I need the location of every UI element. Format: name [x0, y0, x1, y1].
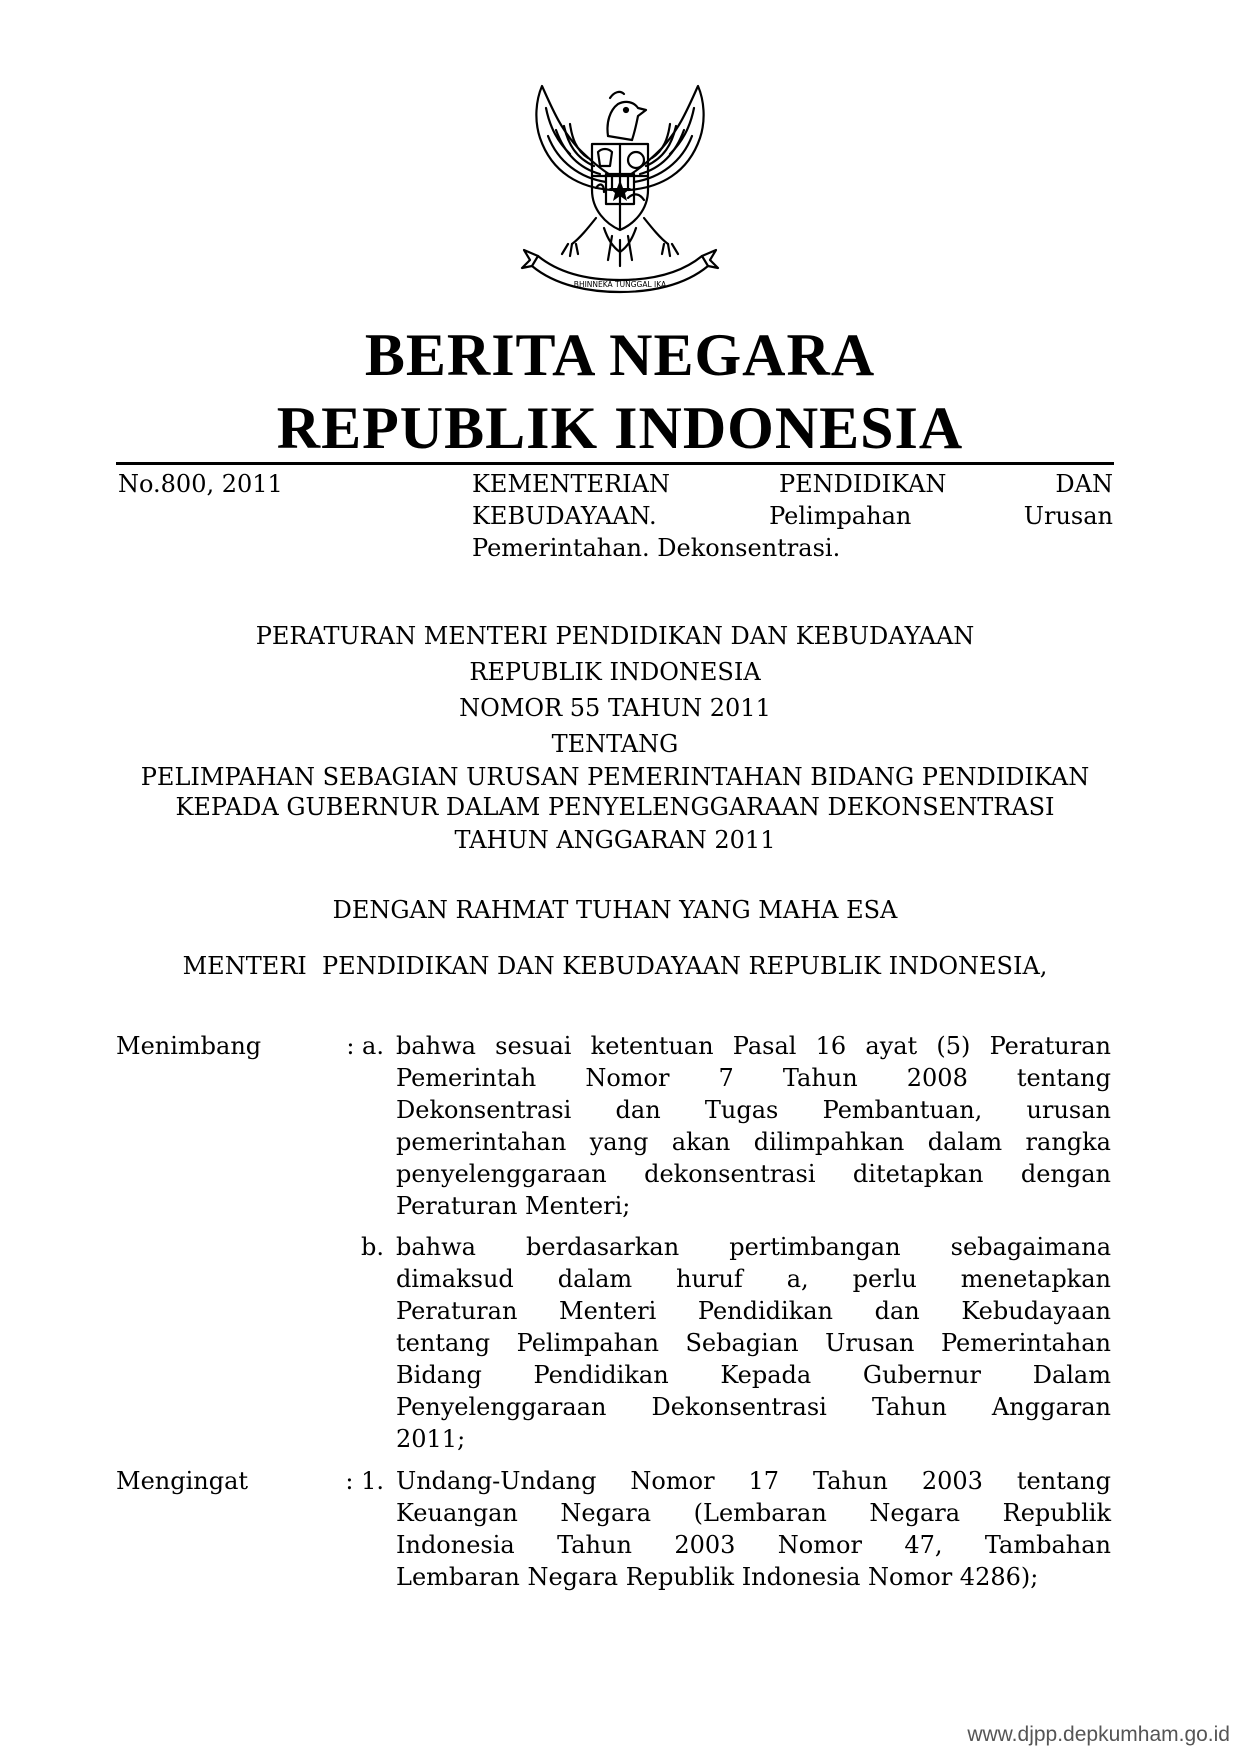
footer-url: www.djpp.depkumham.go.id — [967, 1723, 1230, 1746]
item-line: Lembaran Negara Republik Indonesia Nomor 4286); — [396, 1563, 1039, 1591]
mengingat-item-1 — [396, 1465, 1111, 1593]
item-line: bahwa berdasarkan pertimbangan sebagaimana — [396, 1233, 1111, 1261]
regulation-title-line: REPUBLIK INDONESIA — [469, 658, 761, 686]
item-line: Indonesia Tahun 2003 Nomor 47, Tambahan — [396, 1531, 1111, 1559]
regulation-title-line: NOMOR 55 TAHUN 2011 — [459, 694, 771, 722]
masthead-subtitle: REPUBLIK INDONESIA — [276, 395, 964, 461]
invocation: DENGAN RAHMAT TUHAN YANG MAHA ESA — [332, 896, 898, 924]
item-line: penyelenggaraan dekonsentrasi ditetapkan dengan — [396, 1160, 1111, 1188]
gazette-number: No.800, 2011 — [118, 470, 283, 498]
item-marker: : a. — [346, 1032, 384, 1060]
item-line: tentang Pelimpahan Sebagian Urusan Pemerintahan — [396, 1329, 1111, 1357]
mengingat-label: Mengingat — [116, 1467, 249, 1495]
item-line: Peraturan Menteri Pendidikan dan Kebudayaan — [396, 1297, 1111, 1325]
item-line: Pemerintah Nomor 7 Tahun 2008 tentang — [396, 1064, 1111, 1092]
item-line: pemerintahan yang akan dilimpahkan dalam rangka — [396, 1128, 1111, 1156]
gazette-subject-line: Pemerintahan. Dekonsentrasi. — [472, 534, 841, 562]
menimbang-item-a — [396, 1030, 1111, 1222]
emblem-motto: BHINNEKA TUNGGAL IKA — [573, 280, 667, 289]
gazette-subject-line: KEBUDAYAAN. Pelimpahan Urusan — [472, 502, 1113, 530]
item-line: Undang-Undang Nomor 17 Tahun 2003 tentang — [396, 1467, 1111, 1495]
item-line: Penyelenggaraan Dekonsentrasi Tahun Anggaran — [396, 1393, 1111, 1421]
menimbang-label: Menimbang — [116, 1032, 262, 1060]
item-line: Bidang Pendidikan Kepada Gubernur Dalam — [396, 1361, 1111, 1389]
regulation-subject-line: TAHUN ANGGARAN 2011 — [454, 826, 776, 854]
regulation-subject-line: KEPADA GUBERNUR DALAM PENYELENGGARAAN DEKONSENTRASI — [175, 793, 1055, 821]
item-marker: : 1. — [345, 1467, 384, 1495]
item-line: Peraturan Menteri; — [396, 1192, 631, 1220]
regulation-title-line: TENTANG — [551, 730, 679, 758]
regulation-preamble — [116, 892, 1114, 984]
gazette-subject-line: KEMENTERIAN PENDIDIKAN DAN — [472, 470, 1113, 498]
item-marker: b. — [361, 1233, 384, 1261]
gazette-subject — [472, 468, 1113, 564]
item-line: Dekonsentrasi dan Tugas Pembantuan, urusan — [396, 1096, 1111, 1124]
masthead-title: BERITA NEGARA — [364, 322, 876, 388]
regulation-title-line: PERATURAN MENTERI PENDIDIKAN DAN KEBUDAYAAN — [255, 622, 975, 650]
menimbang-item-b — [396, 1231, 1111, 1455]
item-line: dimaksud dalam huruf a, perlu menetapkan — [396, 1265, 1111, 1293]
item-line: bahwa sesuai ketentuan Pasal 16 ayat (5) Peraturan — [396, 1032, 1111, 1060]
garuda-pancasila-emblem-icon — [500, 78, 740, 303]
regulation-subject-line: PELIMPAHAN SEBAGIAN URUSAN PEMERINTAHAN BIDANG PENDIDIKAN — [140, 763, 1090, 791]
masthead-divider — [116, 462, 1114, 465]
issuer: MENTERI PENDIDIKAN DAN KEBUDAYAAN REPUBLIK INDONESIA, — [182, 952, 1048, 980]
regulation-title-block — [116, 618, 1114, 858]
item-line: Keuangan Negara (Lembaran Negara Republik — [396, 1499, 1111, 1527]
item-line: 2011; — [396, 1425, 466, 1453]
